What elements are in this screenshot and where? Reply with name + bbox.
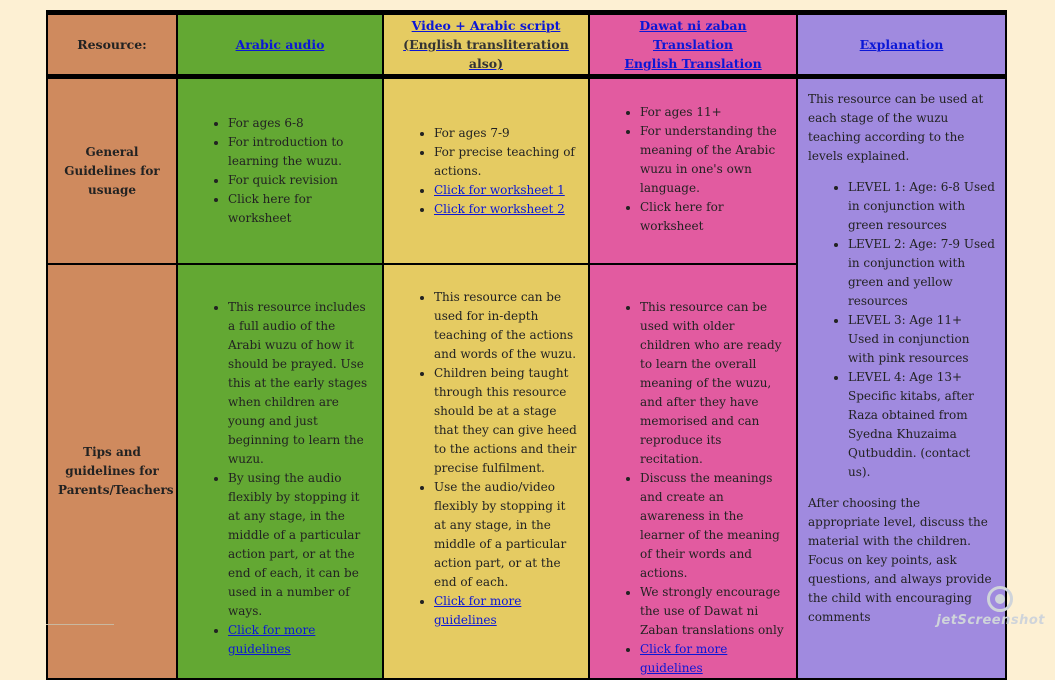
audio-guidelines-link[interactable]: Click for more guidelines — [228, 623, 316, 656]
list-item: • For ages 6-8 — [228, 114, 372, 133]
level-item: • LEVEL 2: Age: 7-9 Used in conjunction with green and yellow resources — [848, 235, 995, 311]
level-item: • LEVEL 3: Age 11+ Used in conjunction with pink resources — [848, 311, 995, 368]
list-item: • For ages 7-9 — [434, 124, 578, 143]
list-item — [434, 200, 578, 219]
list-item: • By using the audio flexibly by stopping it at any stage, in the middle of a particular action part, or at the end of each, it can be used in a number of ways. — [228, 469, 372, 621]
list-item: • This resource can be used for in-depth teaching of the actions and words of the wuzu. — [434, 288, 578, 364]
footer-divider — [46, 624, 114, 625]
worksheet-1-link[interactable]: Click for worksheet 1 — [434, 182, 565, 197]
video-tips-cell — [383, 264, 589, 679]
header-dawat — [589, 13, 797, 77]
dawat-translation-link[interactable]: Dawat ni zaban Translation — [639, 18, 747, 52]
dawat-general-cell — [589, 77, 797, 265]
header-resource: Resource: — [47, 13, 177, 77]
audio-general-cell — [177, 77, 383, 265]
dawat-tips-list — [600, 298, 786, 678]
level-item: • LEVEL 4: Age 13+ Specific kitabs, after Raza obtained from Syedna Khuzaima Qutbuddin. (contact us). — [848, 368, 995, 482]
audio-tips-cell — [177, 264, 383, 679]
level-item: • LEVEL 1: Age: 6-8 Used in conjunction with green resources — [848, 178, 995, 235]
header-row — [47, 13, 1006, 77]
list-item: • For ages 11+ — [640, 103, 786, 122]
list-item: • This resource can be used with older children who are ready to learn the overall meaning of the wuzu, and after they have memorised and can reproduce its recitation. — [640, 298, 786, 469]
list-item: • This resource includes a full audio of the Arabi wuzu of how it should be prayed. Use this at the early stages when children are young and just beginning to learn the wuzu. — [228, 298, 372, 469]
watermark-logo-icon — [987, 586, 1013, 612]
general-guidelines-row — [47, 77, 1006, 265]
audio-tips-list — [188, 298, 372, 659]
list-item: • Children being taught through this resource should be at a stage that they can give heed to the actions and their precise fulfilment. — [434, 364, 578, 478]
explanation-outro: After choosing the appropriate level, discuss the material with the children. Focus on key points, ask questions, and always provide the child with encouraging comments — [808, 496, 992, 624]
worksheet-2-link[interactable]: Click for worksheet 2 — [434, 201, 565, 216]
explanation-intro: This resource can be used at each stage of the wuzu teaching according to the levels explained. — [808, 92, 984, 163]
arabic-audio-link[interactable]: Arabic audio — [235, 37, 325, 52]
explanation-cell — [797, 77, 1006, 680]
list-item — [640, 640, 786, 678]
row-label-general: General Guidelines for usuage — [47, 77, 177, 265]
header-video — [383, 13, 589, 77]
dawat-tips-cell — [589, 264, 797, 679]
explanation-link[interactable]: Explanation — [859, 37, 944, 52]
header-audio — [177, 13, 383, 77]
video-arabic-script-link[interactable]: Video + Arabic script (English transliteration also) — [403, 18, 569, 71]
list-item: • For precise teaching of actions. — [434, 143, 578, 181]
resource-table — [46, 10, 1007, 680]
list-item: • Click here for worksheet — [640, 198, 786, 236]
audio-general-list — [188, 114, 372, 228]
list-item: • For quick revision — [228, 171, 372, 190]
list-item: • Use the audio/video flexibly by stopping it at any stage, in the middle of a particular action part, or at the end of each. — [434, 478, 578, 592]
list-item — [434, 592, 578, 630]
row-label-tips: Tips and guidelines for Parents/Teachers — [47, 264, 177, 679]
header-explanation — [797, 13, 1006, 77]
list-item: • For introduction to learning the wuzu. — [228, 133, 372, 171]
video-guidelines-link[interactable]: Click for more guidelines — [434, 594, 522, 627]
video-tips-list — [394, 288, 578, 630]
list-item: • Click here for worksheet — [228, 190, 372, 228]
english-translation-link[interactable]: English Translation — [624, 56, 762, 71]
watermark-text: jetScreenshot — [936, 613, 1045, 628]
list-item — [434, 181, 578, 200]
list-item: • We strongly encourage the use of Dawat ni Zaban translations only — [640, 583, 786, 640]
list-item: • Discuss the meanings and create an awareness in the learner of the meaning of their words and actions. — [640, 469, 786, 583]
dawat-general-list — [600, 103, 786, 236]
video-general-list — [394, 124, 578, 219]
dawat-guidelines-link[interactable]: Click for more guidelines — [640, 642, 728, 675]
video-general-cell — [383, 77, 589, 265]
list-item: • For understanding the meaning of the Arabic wuzu in one's own language. — [640, 122, 786, 198]
level-list — [808, 178, 995, 482]
list-item — [228, 621, 372, 659]
